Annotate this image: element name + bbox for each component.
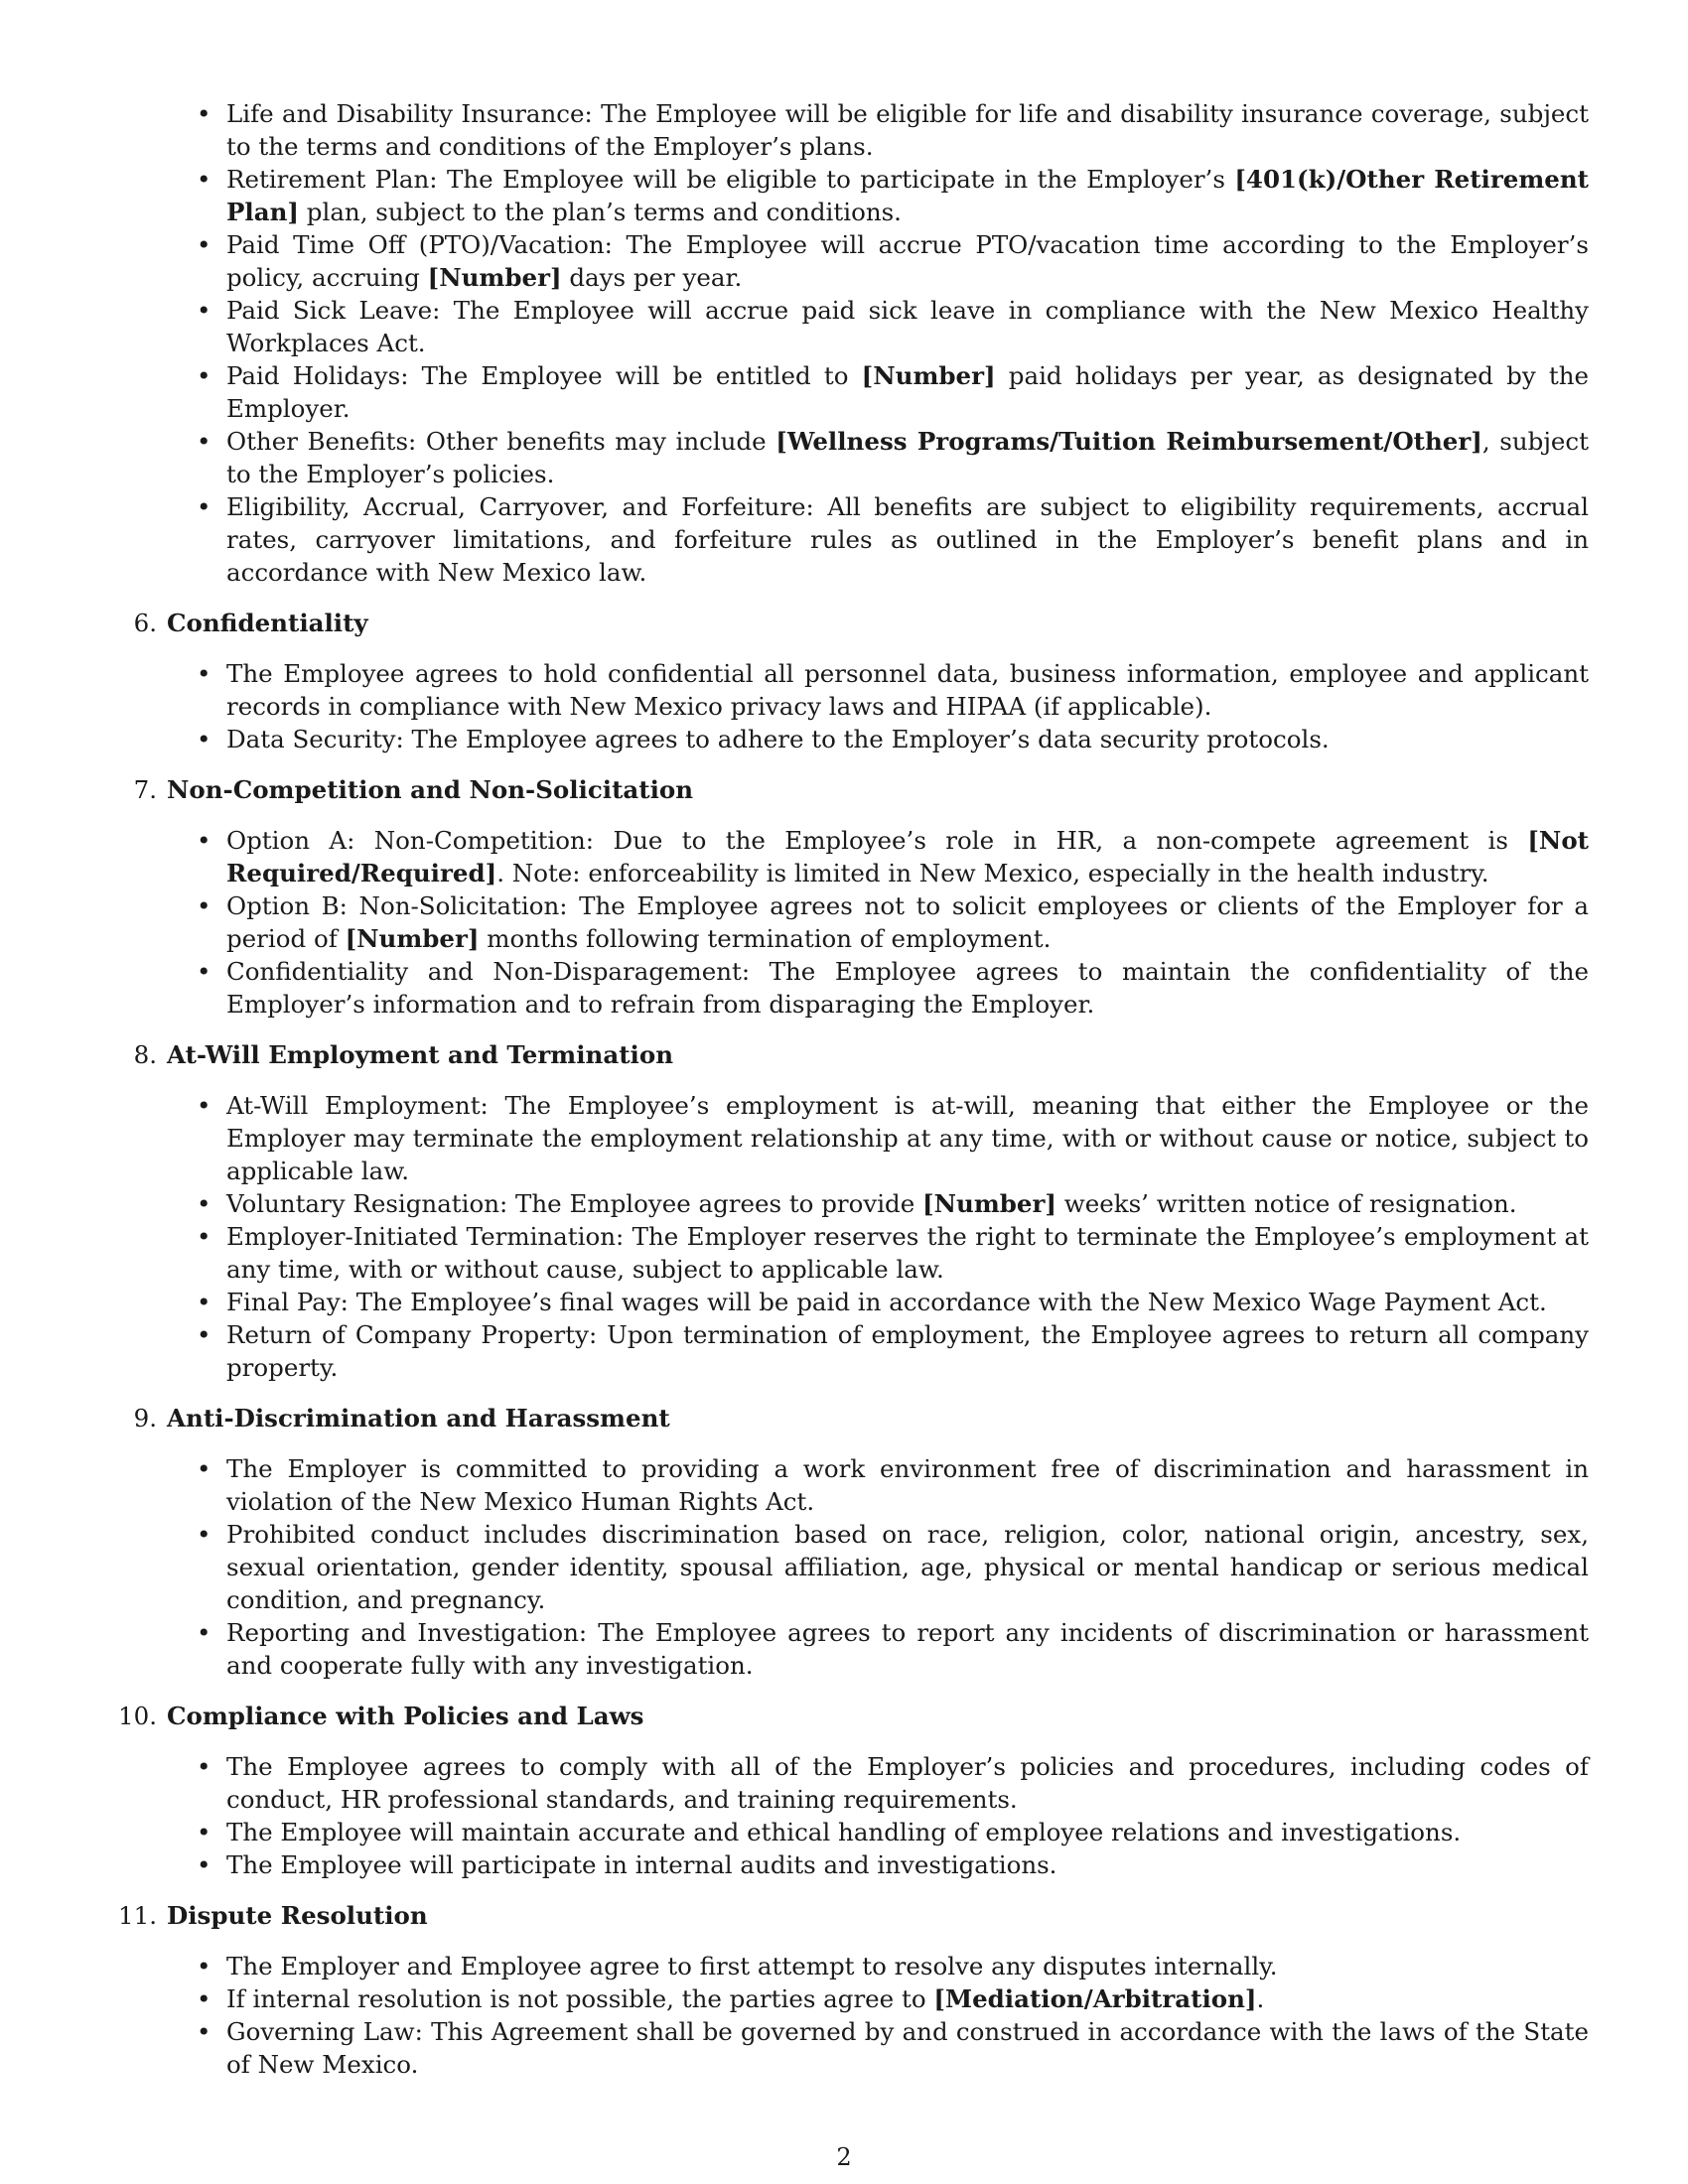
section-bullet-list: [167, 1452, 1589, 1682]
sections-container: [118, 607, 1589, 2081]
list-item: [226, 955, 1589, 1021]
item-text: Prohibited conduct includes discrimination based on race, religion, color, national origin, ancestry, sex, sexual orientation, gender identity, spousal affiliation, age, physical or mental handicap or serious medical condition, and pregnancy.: [226, 1520, 1589, 1614]
list-item: [226, 1089, 1589, 1187]
item-text: Paid Holidays: The Employee will be entitled to: [226, 361, 862, 390]
section-bullet-list: [167, 824, 1589, 1021]
item-text: Reporting and Investigation: The Employee agrees to report any incidents of discrimination or harassment and cooperate fully with any investigation.: [226, 1618, 1589, 1680]
item-text: .: [1256, 1984, 1265, 2013]
item-text: days per year.: [561, 263, 743, 292]
list-item: [226, 1982, 1589, 2015]
list-item: [226, 1616, 1589, 1682]
section-bullet-list: [167, 1950, 1589, 2081]
section: [133, 607, 1589, 755]
section: [133, 1402, 1589, 1682]
section: [133, 773, 1589, 1021]
item-text: paid holidays per year, as designated by the Employer.: [226, 361, 1589, 423]
item-text: Confidentiality and Non-Disparagement: The Employee agrees to maintain the confidentiality of the Employer’s information and to refrain from disparaging the Employer.: [226, 957, 1589, 1019]
list-item: [226, 163, 1589, 228]
section-bullet-list: [167, 1089, 1589, 1384]
section-title: Non-Competition and Non-Solicitation: [167, 775, 694, 804]
section-heading: [133, 773, 1589, 806]
section-title: Anti-Discrimination and Harassment: [167, 1404, 670, 1433]
section-title: Dispute Resolution: [167, 1901, 428, 1930]
section-heading: [118, 1700, 1589, 1732]
item-text: The Employer and Employee agree to first attempt to resolve any disputes internally.: [226, 1952, 1278, 1980]
list-item: [226, 490, 1589, 589]
list-item: [226, 1318, 1589, 1384]
document-body: [118, 97, 1589, 2081]
list-item: [226, 1816, 1589, 1848]
list-item: [226, 2015, 1589, 2081]
item-text: Life and Disability Insurance: The Employee will be eligible for life and disability insurance coverage, subject to the terms and conditions of the Employer’s plans.: [226, 99, 1589, 161]
section-number: 9.: [133, 1404, 157, 1433]
placeholder-field: [Wellness Programs/Tuition Reimbursement/Other]: [775, 427, 1482, 456]
item-text: Data Security: The Employee agrees to adhere to the Employer’s data security protocols.: [226, 725, 1330, 753]
item-text: Retirement Plan: The Employee will be eligible to participate in the Employer’s: [226, 165, 1235, 194]
section: [118, 1700, 1589, 1881]
section-number: 11.: [118, 1901, 157, 1930]
section-heading: [133, 1402, 1589, 1434]
section-number: 7.: [133, 775, 157, 804]
section-heading: [118, 1899, 1589, 1932]
item-text: The Employee will participate in internal audits and investigations.: [226, 1850, 1057, 1879]
item-text: The Employee agrees to comply with all of the Employer’s policies and procedures, including codes of conduct, HR professional standards, and training requirements.: [226, 1752, 1589, 1814]
placeholder-field: [401(k)/Other Retirement Plan]: [226, 165, 1589, 226]
list-item: [226, 1848, 1589, 1881]
item-text: Return of Company Property: Upon termination of employment, the Employee agrees to return all company property.: [226, 1320, 1589, 1382]
section: [118, 1899, 1589, 2081]
item-text: Eligibility, Accrual, Carryover, and Forfeiture: All benefits are subject to eligibility requirements, accrual rates, carryover limitations, and forfeiture rules as outlined in the Employer’s benefit plans and in accordance with New Mexico law.: [226, 492, 1589, 587]
item-text: The Employer is committed to providing a work environment free of discrimination and harassment in violation of the New Mexico Human Rights Act.: [226, 1454, 1589, 1516]
item-text: Governing Law: This Agreement shall be governed by and construed in accordance with the laws of the State of New Mexico.: [226, 2017, 1589, 2079]
list-item: [226, 1187, 1589, 1220]
list-item: [226, 294, 1589, 359]
section-heading: [133, 1038, 1589, 1071]
section-title: Confidentiality: [167, 609, 368, 637]
section-bullet-list: [167, 1750, 1589, 1881]
list-item: [226, 1452, 1589, 1518]
item-text: . Note: enforceability is limited in New Mexico, especially in the health industry.: [496, 859, 1489, 887]
section-number: 6.: [133, 609, 157, 637]
section-title: At-Will Employment and Termination: [167, 1040, 674, 1069]
item-text: At-Will Employment: The Employee’s employment is at-will, meaning that either the Employee or the Employer may terminate the employment relationship at any time, with or without cause or notice, subject to applicable law.: [226, 1091, 1589, 1185]
list-item: [226, 723, 1589, 755]
item-text: The Employee agrees to hold confidential all personnel data, business information, employee and applicant records in compliance with New Mexico privacy laws and HIPAA (if applicable).: [226, 659, 1589, 721]
section-title: Compliance with Policies and Laws: [167, 1702, 644, 1730]
list-item: [226, 1750, 1589, 1816]
item-text: plan, subject to the plan’s terms and conditions.: [299, 198, 902, 226]
section-heading: [133, 607, 1589, 639]
list-item: [226, 425, 1589, 490]
page-number: 2: [836, 2143, 852, 2171]
item-text: , subject to the Employer’s policies.: [226, 427, 1589, 488]
item-text: Voluntary Resignation: The Employee agrees to provide: [226, 1189, 923, 1218]
section: [133, 1038, 1589, 1384]
placeholder-field: [Number]: [922, 1189, 1056, 1218]
list-item: [226, 1220, 1589, 1286]
list-item: [226, 359, 1589, 425]
placeholder-field: [Number]: [345, 924, 480, 953]
list-item: [226, 1286, 1589, 1318]
item-text: months following termination of employment.: [479, 924, 1052, 953]
item-text: Employer-Initiated Termination: The Employer reserves the right to terminate the Employee’s employment at any time, with or without cause, subject to applicable law.: [226, 1222, 1589, 1284]
section-bullet-list: [167, 657, 1589, 755]
item-text: Option A: Non-Competition: Due to the Employee’s role in HR, a non-compete agreement is: [226, 826, 1528, 855]
list-item: [226, 889, 1589, 955]
section-number: 8.: [133, 1040, 157, 1069]
placeholder-field: [Number]: [427, 263, 562, 292]
item-text: Option B: Non-Solicitation: The Employee agrees not to solicit employees or clients of the Employer for a period of: [226, 891, 1589, 953]
item-text: Paid Sick Leave: The Employee will accrue paid sick leave in compliance with the New Mexico Healthy Workplaces Act.: [226, 296, 1589, 357]
placeholder-field: [Number]: [861, 361, 996, 390]
item-text: Final Pay: The Employee’s final wages will be paid in accordance with the New Mexico Wage Payment Act.: [226, 1288, 1547, 1316]
list-item: [226, 1518, 1589, 1616]
item-text: If internal resolution is not possible, the parties agree to: [226, 1984, 934, 2013]
list-item: [226, 1950, 1589, 1982]
item-text: Paid Time Off (PTO)/Vacation: The Employee will accrue PTO/vacation time according to the Employer’s policy, accruing: [226, 230, 1589, 292]
item-text: weeks’ written notice of resignation.: [1055, 1189, 1517, 1218]
list-item: [226, 824, 1589, 889]
placeholder-field: [Mediation/Arbitration]: [933, 1984, 1257, 2013]
list-item: [226, 657, 1589, 723]
placeholder-field: [Not Required/Required]: [226, 826, 1589, 887]
list-item: [226, 228, 1589, 294]
section-number: 10.: [118, 1702, 157, 1730]
benefits-continued-list: [167, 97, 1589, 589]
item-text: The Employee will maintain accurate and ethical handling of employee relations and investigations.: [226, 1818, 1462, 1846]
item-text: Other Benefits: Other benefits may include: [226, 427, 776, 456]
list-item: [226, 97, 1589, 163]
